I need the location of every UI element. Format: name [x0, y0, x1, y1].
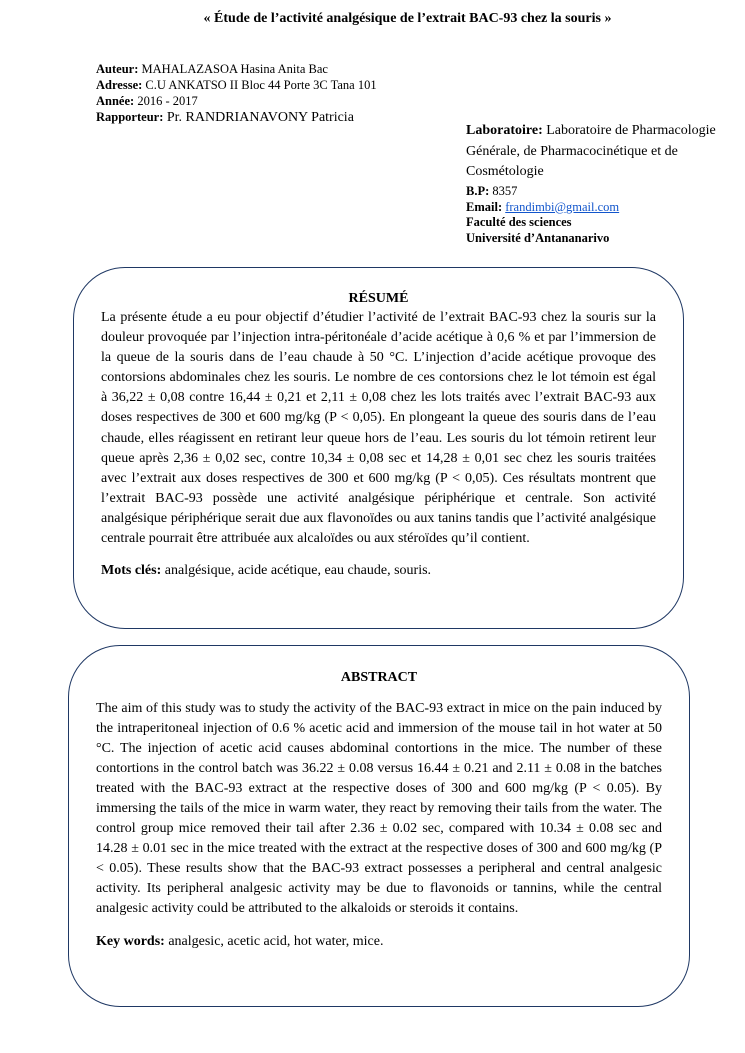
address-value: C.U ANKATSO II Bloc 44 Porte 3C Tana 101 [145, 78, 377, 92]
year-value: 2016 - 2017 [137, 94, 198, 108]
author-label: Auteur: [96, 62, 139, 76]
abstract-heading: ABSTRACT [340, 670, 418, 685]
rapporteur-row [96, 109, 377, 126]
resume-keywords [101, 562, 656, 580]
abstract-keywords-value: analgesic, acetic acid, hot water, mice. [168, 934, 384, 949]
abstract-text: The aim of this study was to study the activity of the BAC-93 extract in mice on the pain induced by the intraperitoneal injection of 0.6 % acetic acid and immersion of the mouse tail in hot water at 50 °C. The injection of acetic acid causes abdominal contortions in the mice. The number of these contortions in the control batch was 36.22 ± 0.08 versus 16.44 ± 0.21 and 2.11 ± 0.08 in the batches treated with the BAC-93 extract at the respective doses of 300 and 600 mg/kg (P < 0.05). By immersing the tails of the mice in warm water, they react by removing their tails from the water. The control group mice removed their tail after 2.36 ± 0.02 sec, compared with 10.34 ± 0.08 sec and 14.28 ± 0.01 sec in the mice treated with the extract at the respective doses of 300 and 600 mg/kg (P < 0.05). These results show that the BAC-93 extract possesses a peripheral and central analgesic activity. Its peripheral analgesic activity may be due to flavonoids or tannins, while the central analgesic activity could be attributed to the alkaloids or steroids it contains. [96, 701, 662, 916]
address-label: Adresse: [96, 78, 143, 92]
faculty: Faculté des sciences [466, 214, 572, 229]
abstract-keywords [96, 933, 662, 951]
resume-keywords-value: analgésique, acide acétique, eau chaude, souris. [164, 563, 432, 579]
year-row [96, 93, 377, 109]
email-label: Email: [466, 199, 503, 214]
author-info [96, 61, 377, 126]
bp-value: 8357 [492, 183, 518, 198]
email-link[interactable]: frandimbi@gmail.com [505, 199, 620, 214]
rapporteur-label: Rapporteur: [96, 110, 164, 124]
lab-line-3: Cosmétologie [466, 164, 544, 179]
university: Université d’Antananarivo [466, 230, 610, 245]
document-title: « Étude de l’activité analgésique de l’extrait BAC-93 chez la souris » [203, 11, 612, 26]
bp-row [466, 184, 741, 198]
laboratory-info [466, 121, 741, 245]
bp-label: B.P: [466, 183, 490, 198]
abstract-box [68, 645, 690, 1007]
resume-heading: RÉSUMÉ [348, 291, 409, 306]
author-row [96, 61, 377, 77]
email-row [466, 200, 741, 214]
abstract-keywords-label: Key words: [96, 934, 165, 949]
resume-text: La présente étude a eu pour objectif d’étudier l’activité de l’extrait BAC-93 chez la souris sur la douleur provoquée par l’injection intra-péritonéale d’acide acétique à 0,6 % et par l’immersion de la queue de la souris dans de l’eau chaude à 50 °C. L’injection d’acide acétique provoque des contorsions abdominales chez les souris. Le nombre de ces contorsions chez le lot témoin est égal à 36,22 ± 0,08 contre 16,44 ± 0,21 et 2,11 ± 0,08 chez les lots traités avec l’extrait BAC-93 aux doses respectives de 300 et 600 mg/kg (P < 0,05). En plongeant la queue des souris dans de l’eau chaude, elles réagissent en retirant leur queue hors de l’eau. Les souris du lot témoin retirent leur queue après 2,36 ± 0,02 sec, contre 10,34 ± 0,08 sec et 14,28 ± 0,01 sec chez les souris traitées avec l’extrait aux doses respectives de 300 et 600 mg/kg (P < 0,05). Ces résultats montrent que l’extrait BAC-93 possède une activité analgésique périphérique et centrale. Son activité analgésique périphérique serait due aux flavonoïdes ou aux tanins tandis que l’activité analgésique centrale pourrait être attribuée aux alcaloïdes ou aux stéroïdes qu’il contient. [101, 310, 656, 547]
lab-line-1 [466, 121, 741, 142]
resume-keywords-label: Mots clés: [101, 563, 162, 579]
address-row [96, 77, 377, 93]
lab-name-part1: Laboratoire de Pharmacologie [546, 123, 716, 138]
resume-box [73, 267, 684, 629]
rapporteur-value: Pr. RANDRIANAVONY Patricia [166, 110, 354, 125]
year-label: Année: [96, 94, 135, 108]
lab-label: Laboratoire: [466, 123, 543, 138]
author-value: MAHALAZASOA Hasina Anita Bac [141, 62, 328, 76]
lab-line-2: Générale, de Pharmacocinétique et de [466, 143, 678, 159]
